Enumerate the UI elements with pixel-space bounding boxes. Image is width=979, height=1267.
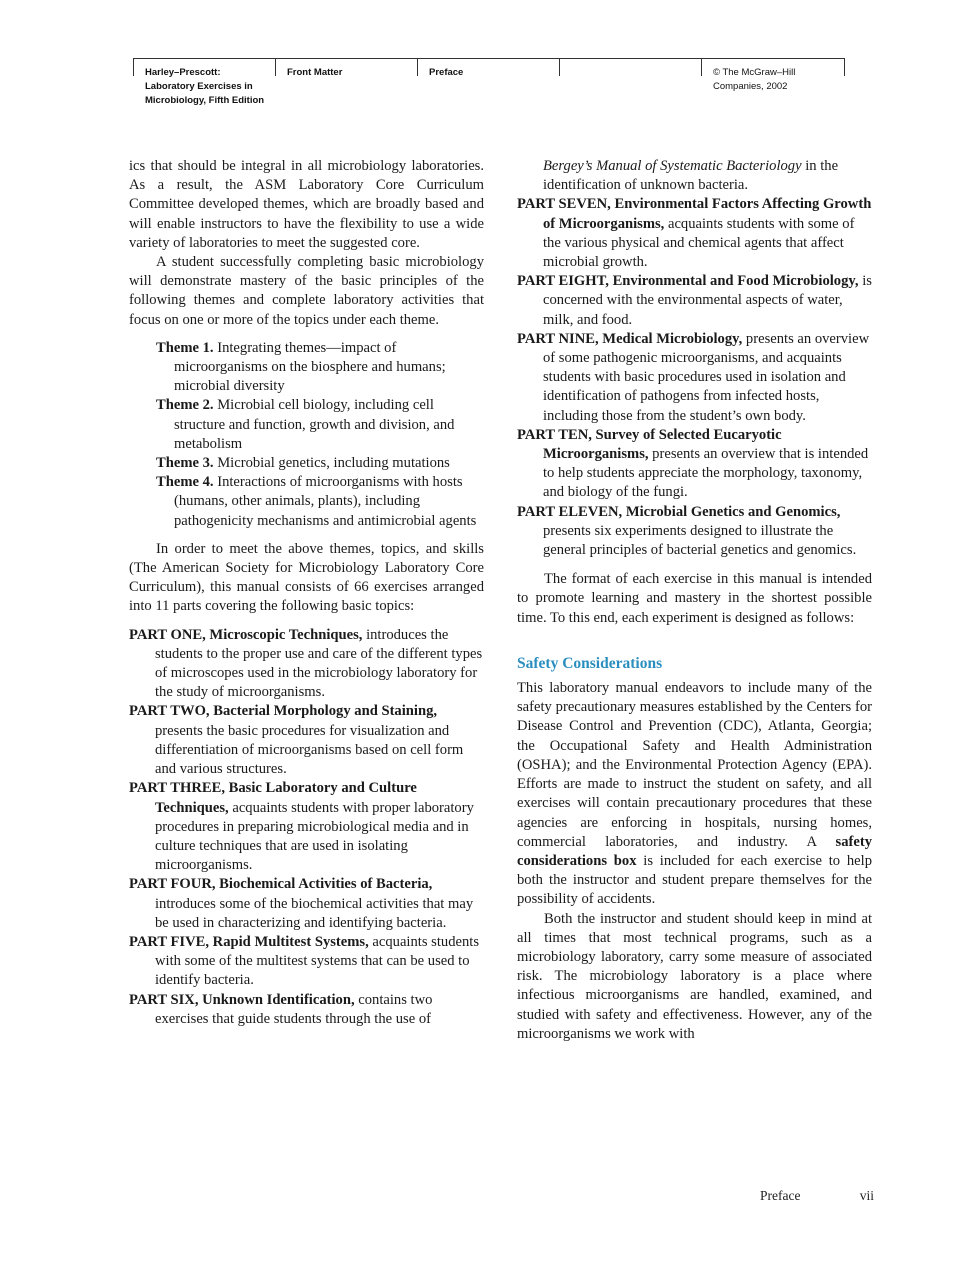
header-book-title: Harley–Prescott: Laboratory Exercises in Microbiology, Fifth Edition bbox=[145, 67, 265, 106]
running-header bbox=[133, 58, 845, 118]
parts-list-right bbox=[517, 195, 872, 560]
paragraph-topics: In order to meet the above themes, topics, and skills (The American Society for Microbiology Laboratory Core Curriculum), this manual consists of 66 exercises arranged into 11 parts covering the following basic topics: bbox=[129, 540, 484, 615]
paragraph-intro: ics that should be integral in all microbiology laboratories. As a result, the ASM Laboratory Core Curriculum Committee developed themes, which are broadly based and will enable instructors to have the flexibility to use a wide variety of laboratories to meet the suggested core. bbox=[129, 158, 484, 251]
section-heading-safety: Safety Considerations bbox=[517, 654, 663, 672]
parts-list-left bbox=[129, 626, 484, 1029]
part-item: PART SEVEN, Environmental Factors Affecting Growth of Microorganisms, acquaints students with some of the various physical and chemical agents that affect microbial growth. bbox=[517, 196, 872, 271]
part-item: PART TEN, Survey of Selected Eucaryotic Microorganisms, presents an overview that is intended to help students appreciate the morphology, taxonomy, and biology of the fungi. bbox=[517, 426, 869, 501]
spacer bbox=[517, 560, 872, 570]
themes-list bbox=[156, 339, 484, 531]
paragraph-risk: Both the instructor and student should keep in mind at all times that most technical programs, such as a microbiology laboratory, carry some measure of associated risk. The microbiology laboratory is a place where infectious microorganisms are handled, examined, and studied with safety and effectiveness. However, any of the microorganisms we work with bbox=[517, 910, 872, 1042]
theme-item: Theme 1. Integrating themes—impact of microorganisms on the biosphere and humans; microbial diversity bbox=[156, 339, 446, 395]
part-item: PART FIVE, Rapid Multitest Systems, acquaints students with some of the multitest systems that can be used to identify bacteria. bbox=[129, 933, 479, 989]
header-copyright: © The McGraw–Hill Companies, 2002 bbox=[713, 67, 796, 92]
part-item: PART FOUR, Biochemical Activities of Bacteria, introduces some of the biochemical activities that may be used in characterizing and identifying bacteria. bbox=[129, 876, 474, 931]
right-column bbox=[517, 157, 872, 1044]
theme-item: Theme 4. Interactions of microorganisms with hosts (humans, other animals, plants), including pathogenicity mechanisms and antimicrobial agents bbox=[156, 474, 477, 529]
part-item: PART ELEVEN, Microbial Genetics and Genomics, presents six experiments designed to illustrate the general principles of bacterial genetics and genomics. bbox=[517, 503, 857, 559]
page-number: vii bbox=[859, 1188, 874, 1203]
footer-section-label: Preface bbox=[760, 1188, 801, 1203]
header-cell-blank bbox=[559, 58, 701, 76]
part-item: PART TWO, Bacterial Morphology and Staining, presents the basic procedures for visualization and differentiation of microorganisms based on cell form and various structures. bbox=[129, 703, 464, 778]
header-chapter: Preface bbox=[429, 67, 464, 78]
paragraph-format: The format of each exercise in this manual is intended to promote learning and mastery in the shortest possible time. To this end, each experiment is designed as follows: bbox=[517, 571, 872, 626]
paragraph-safety: This laboratory manual endeavors to include many of the safety precautionary measures established by the Centers for Disease Control and Prevention (CDC), Atlanta, Georgia; the Occupational Safety and Health Administration (OSHA); and the Environmental Protection Agency (EPA). Efforts are made to instruct the student on safety, and all exercises will contain precautionary procedures that these agencies are enforcing in hospitals, nursing homes, commercial laboratories, and industry. A safety considerations box is included for each exercise to help both the instructor and student prepare themselves for the possibility of accidents. bbox=[517, 680, 872, 908]
part-item: PART SIX, Unknown Identification, contains two exercises that guide students through the use of bbox=[129, 991, 433, 1027]
header-section: Front Matter bbox=[287, 67, 343, 78]
theme-item: Theme 2. Microbial cell biology, including cell structure and function, growth and division, and metabolism bbox=[156, 397, 455, 452]
part-item: PART EIGHT, Environmental and Food Microbiology, is concerned with the environmental aspects of water, milk, and food. bbox=[517, 273, 872, 328]
part-item: PART THREE, Basic Laboratory and Culture Techniques, acquaints students with proper laboratory procedures in preparing microbiological media and in culture techniques that are used in isolating microorganisms. bbox=[129, 780, 474, 874]
part-six-continuation: Bergey’s Manual of Systematic Bacteriology in the identification of unknown bacteria. bbox=[543, 158, 839, 194]
part-item: PART ONE, Microscopic Techniques, introduces the students to the proper use and care of the different types of microscopes used in the microbiology laboratory for the study of microorganisms. bbox=[129, 626, 483, 701]
part-item: PART NINE, Medical Microbiology, presents an overview of some pathogenic microorganisms, and acquaints students with basic procedures used in isolation and identification of pathogens from infected hosts, including those from the student’s own body. bbox=[517, 330, 870, 424]
theme-item: Theme 3. Microbial genetics, including mutations bbox=[156, 455, 450, 472]
paragraph-mastery: A student successfully completing basic microbiology will demonstrate mastery of the basic principles of the following themes and complete laboratory activities that focus on one or more of the topics under each theme. bbox=[129, 254, 484, 328]
left-column bbox=[129, 157, 484, 1029]
